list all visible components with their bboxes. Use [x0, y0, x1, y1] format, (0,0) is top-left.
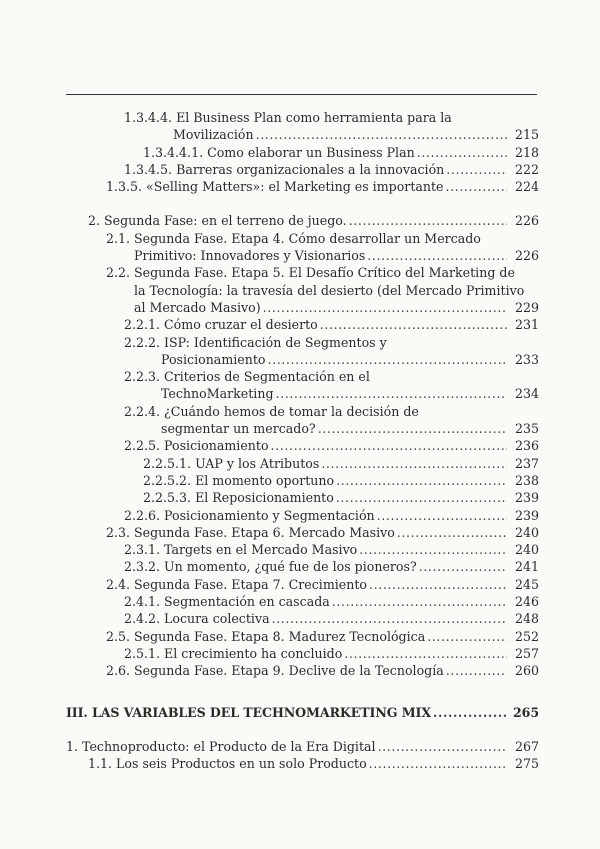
toc-entry[interactable] [66, 738, 539, 755]
toc-entry-title: la Tecnología: la travesía del desierto (del Mercado Primitivo [134, 282, 525, 298]
toc-entry-title: 2.2.5. Posicionamiento [124, 438, 269, 454]
toc-page-number: 234 [514, 386, 539, 402]
toc-entry[interactable] [66, 704, 539, 721]
section-gap [66, 680, 539, 704]
toc-page-number: 239 [514, 490, 539, 506]
toc-entry[interactable] [66, 212, 539, 229]
toc-entry-title: 1. Technoproducto: el Producto de la Era Digital [66, 738, 376, 754]
toc-entry[interactable] [66, 247, 539, 264]
toc-page-number: 246 [514, 594, 539, 610]
toc-entry-title: 2.2.5.3. El Reposicionamiento [143, 490, 334, 506]
section-gap [66, 195, 539, 212]
toc-entry-title: 1.1. Los seis Productos en un solo Producto [88, 756, 367, 772]
dot-leader [336, 489, 507, 506]
toc-entry-title: 1.3.5. «Selling Matters»: el Marketing es importante [106, 179, 444, 195]
toc-page-number: 240 [514, 542, 539, 558]
toc-entry[interactable] [66, 368, 539, 385]
dot-leader [377, 507, 507, 524]
toc-entry[interactable] [66, 628, 539, 645]
toc-entry[interactable] [66, 610, 539, 627]
toc-entry[interactable] [66, 507, 539, 524]
toc-entry-title: 1.3.4.4.1. Como elaborar un Business Plan [143, 144, 415, 160]
dot-leader [256, 126, 507, 143]
toc-entry-title: segmentar un mercado? [161, 421, 316, 437]
toc-entry[interactable] [66, 282, 539, 299]
toc-entry[interactable] [66, 472, 539, 489]
toc-entry[interactable] [66, 662, 539, 679]
toc-entry-title: 2.4.2. Locura colectiva [124, 611, 270, 627]
toc-entry-title: 1.3.4.4. El Business Plan como herramienta para la [124, 110, 452, 125]
dot-leader [446, 178, 507, 195]
toc-entry[interactable] [66, 489, 539, 506]
dot-leader [427, 628, 507, 645]
toc-page-number: 226 [514, 248, 539, 264]
toc-page-number: 257 [514, 645, 539, 661]
toc-page-number: 235 [514, 421, 539, 437]
toc-entry-title: 2.5.1. El crecimiento ha concluido [124, 645, 343, 661]
dot-leader [271, 437, 507, 454]
toc-page-number: 267 [514, 738, 539, 754]
dot-leader [359, 541, 507, 558]
dot-leader [318, 420, 507, 437]
toc-entry[interactable] [66, 558, 539, 575]
toc-page-number: 226 [514, 213, 539, 229]
toc-entry[interactable] [66, 299, 539, 316]
toc-entry[interactable] [66, 385, 539, 402]
toc-entry[interactable] [66, 593, 539, 610]
toc-page-number: 275 [514, 756, 539, 772]
toc-entry[interactable] [66, 351, 539, 368]
toc-entry-title: 2.6. Segunda Fase. Etapa 9. Declive de la Tecnología [106, 663, 444, 679]
toc-entry-title: al Mercado Masivo) [134, 299, 261, 315]
dot-leader [446, 161, 507, 178]
toc-page-number: 236 [514, 438, 539, 454]
toc-entry-title: 2.3.2. Un momento, ¿qué fue de los pioneros? [124, 559, 417, 575]
toc-entry[interactable] [66, 420, 539, 437]
toc-entry-title: 2.2.6. Posicionamiento y Segmentación [124, 507, 375, 523]
toc-entry[interactable] [66, 109, 539, 126]
toc-entry-title: 2.1. Segunda Fase. Etapa 4. Cómo desarrollar un Mercado [106, 230, 481, 246]
dot-leader [263, 299, 507, 316]
dot-leader [417, 144, 507, 161]
dot-leader [397, 524, 507, 541]
section-gap [66, 721, 539, 738]
table-of-contents [66, 109, 539, 772]
toc-entry[interactable] [66, 755, 539, 772]
toc-entry[interactable] [66, 334, 539, 351]
toc-entry-title: III. LAS VARIABLES DEL TECHNOMARKETING MIX [66, 704, 431, 720]
toc-entry-title: 2.2.5.2. El momento oportuno [143, 472, 335, 488]
dot-leader [446, 662, 507, 679]
toc-page-number: 265 [513, 704, 539, 720]
toc-page-number: 245 [514, 576, 539, 592]
dot-leader [369, 576, 507, 593]
dot-leader [321, 455, 507, 472]
toc-entry[interactable] [66, 161, 539, 178]
toc-page-number: 248 [514, 611, 539, 627]
toc-page-number: 218 [514, 144, 539, 160]
toc-page-number: 239 [514, 507, 539, 523]
dot-leader [369, 755, 507, 772]
toc-entry[interactable] [66, 316, 539, 333]
toc-entry[interactable] [66, 645, 539, 662]
toc-entry-title: 2.2.4. ¿Cuándo hemos de tomar la decisión de [124, 403, 419, 419]
toc-page-number: 260 [514, 663, 539, 679]
toc-page-number: 240 [514, 524, 539, 540]
dot-leader [320, 316, 507, 333]
toc-page-number: 229 [514, 299, 539, 315]
toc-entry[interactable] [66, 403, 539, 420]
toc-page-number: 215 [514, 127, 539, 143]
toc-entry-title: TechnoMarketing [161, 386, 274, 402]
toc-entry-title: 2.2.2. ISP: Identificación de Segmentos y [124, 334, 387, 350]
toc-entry[interactable] [66, 144, 539, 161]
toc-entry-title: 2.2.5.1. UAP y los Atributos [143, 455, 320, 471]
dot-leader [336, 472, 507, 489]
toc-page-number: 238 [514, 472, 539, 488]
dot-leader [272, 610, 507, 627]
dot-leader [419, 558, 507, 575]
toc-entry[interactable] [66, 524, 539, 541]
dot-leader [378, 738, 507, 755]
toc-page-number: 241 [514, 559, 539, 575]
toc-entry-title: 2.4. Segunda Fase. Etapa 7. Crecimiento [106, 576, 368, 592]
toc-page-number: 237 [514, 455, 539, 471]
toc-page-number: 231 [514, 317, 539, 333]
dot-leader [276, 385, 507, 402]
toc-entry-title: 2.3. Segunda Fase. Etapa 6. Mercado Masivo [106, 524, 395, 540]
toc-entry[interactable] [66, 264, 539, 281]
toc-page-number: 233 [514, 351, 539, 367]
toc-entry-title: 2.5. Segunda Fase. Etapa 8. Madurez Tecnológica [106, 628, 426, 644]
dot-leader [367, 247, 507, 264]
toc-page-number: 222 [514, 161, 539, 177]
top-rule [66, 94, 537, 95]
toc-entry[interactable] [66, 541, 539, 558]
toc-entry-title: Movilización [173, 127, 254, 143]
toc-entry-title: 2.2. Segunda Fase. Etapa 5. El Desafío Crítico del Marketing de [106, 265, 515, 281]
toc-entry-title: Posicionamiento [161, 351, 266, 367]
toc-entry[interactable] [66, 178, 539, 195]
toc-page-number: 224 [514, 179, 539, 195]
toc-entry[interactable] [66, 437, 539, 454]
toc-entry-title: 1.3.4.5. Barreras organizacionales a la innovación [124, 161, 445, 177]
toc-entry-title: 2.4.1. Segmentación en cascada [124, 594, 330, 610]
toc-entry[interactable] [66, 455, 539, 472]
toc-entry-title: 2.2.3. Criterios de Segmentación en el [124, 369, 370, 385]
dot-leader [344, 645, 507, 662]
dot-leader [268, 351, 508, 368]
toc-entry[interactable] [66, 126, 539, 143]
toc-entry-title: 2.2.1. Cómo cruzar el desierto [124, 317, 318, 333]
dot-leader [349, 212, 507, 229]
toc-entry-title: Primitivo: Innovadores y Visionarios [134, 248, 366, 264]
toc-entry-title: 2. Segunda Fase: en el terreno de juego. [88, 213, 347, 229]
toc-entry[interactable] [66, 576, 539, 593]
dot-leader [433, 704, 507, 721]
toc-entry-title: 2.3.1. Targets en el Mercado Masivo [124, 542, 358, 558]
toc-entry[interactable] [66, 230, 539, 247]
toc-page-number: 252 [514, 628, 539, 644]
dot-leader [332, 593, 507, 610]
